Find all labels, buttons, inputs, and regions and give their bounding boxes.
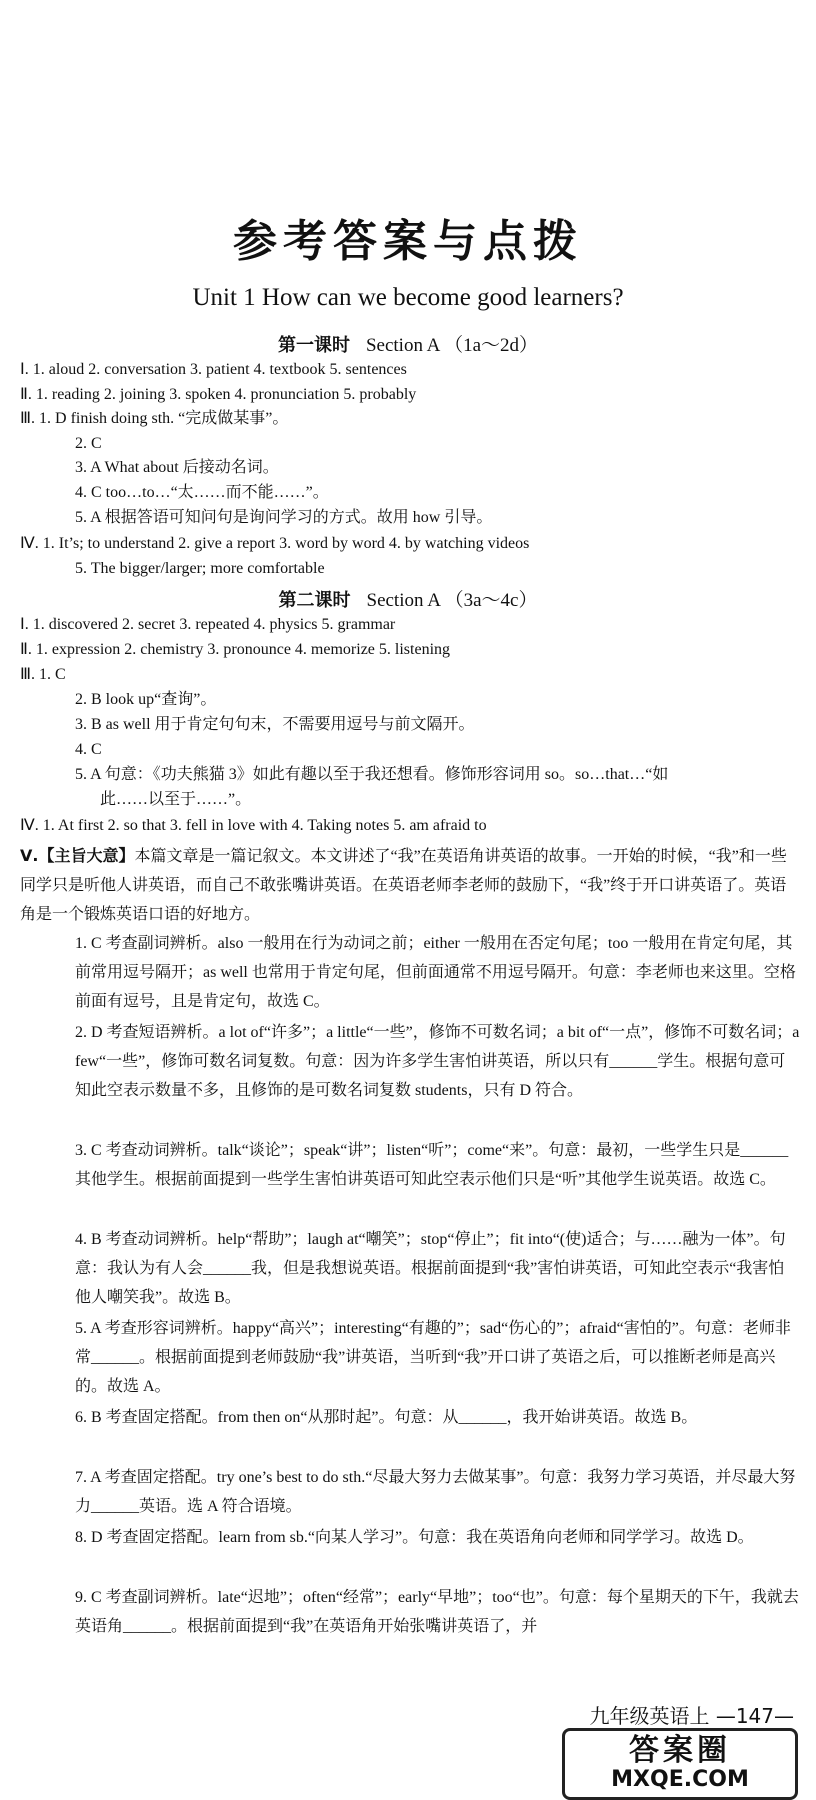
l2-part-5-q9: 9. C 考查副词辨析。late“迟地”；often“经常”；early“早地”；too“也”。句意：每个星期天的下午，我就去英语角______。根据前面提到“我”在英语角开始张嘴讲英语了，并: [75, 1589, 799, 1635]
lesson-2-heading: [0, 585, 816, 612]
page-title: 参考答案与点拨: [233, 216, 583, 267]
l2-part-5-q5: 5. A 考查形容词辨析。happy“高兴”；interesting“有趣的”；sad“伤心的”；afraid“害怕的”。句意：老师非常______。根据前面提到老师鼓励“我”讲英语，当听到“我”开口讲了英语之后，可以推断老师是高兴的。故选 A。: [75, 1320, 791, 1395]
l2-part-3-q1: Ⅲ. 1. C: [20, 666, 66, 683]
l2-part-3-q3: 3. B as well 用于肯定句句末，不需要用逗号与前文隔开。: [75, 716, 475, 733]
l2-part-5-q4: 4. B 考查动词辨析。help“帮助”；laugh at“嘲笑”；stop“停止”；fit into“(使)适合；与……融为一体”。句意：我认为有人会______我，但是我想说英语。根据前面提到“我”害怕讲英语，可知此空表示“我害怕他人嘲笑我”。故选 B。: [75, 1231, 786, 1306]
l2-part-2: Ⅱ. 1. expression 2. chemistry 3. pronounce 4. memorize 5. listening: [20, 641, 451, 658]
l1-part-4-b: 5. The bigger/larger; more comfortable: [75, 560, 325, 577]
lesson-2-name: 第二课时: [278, 590, 351, 611]
l1-part-3-q3: 3. A What about 后接动名词。: [75, 459, 279, 476]
l2-part-1: Ⅰ. 1. discovered 2. secret 3. repeated 4. physics 5. grammar: [20, 616, 396, 633]
l2-part-5-q6: 6. B 考查固定搭配。from then on“从那时起”。句意：从______，我开始讲英语。故选 B。: [75, 1409, 698, 1426]
watermark-url: MXQE.COM: [611, 1767, 749, 1792]
l1-part-3-q1: Ⅲ. 1. D finish doing sth. “完成做某事”。: [20, 410, 289, 427]
watermark-logo: [562, 1728, 798, 1800]
page-footer: 九年级英语上 —147—: [589, 1704, 794, 1728]
l2-part-5-q3: 3. C 考查动词辨析。talk“谈论”；speak“讲”；listen“听”；come“来”。句意：最初，一些学生只是______其他学生。根据前面提到一些学生害怕讲英语可知此空表示他们只是“听”其他学生说英语。故选 C。: [75, 1142, 789, 1188]
l1-part-3-q2: 2. C: [75, 435, 102, 452]
main-idea-tag: Ⅴ.【主旨大意】: [20, 846, 135, 865]
l2-part-3-q2: 2. B look up“查询”。: [75, 691, 217, 708]
l1-part-3-q5: 5. A 根据答语可知问句是询问学习的方式。故用 how 引导。: [75, 509, 493, 526]
l2-part-3-q4: 4. C: [75, 741, 102, 758]
lesson-1-section: Section A （1a～2d）: [365, 335, 539, 356]
main-idea-text: 本篇文章是一篇记叙文。本文讲述了“我”在英语角讲英语的故事。一开始的时候，“我”和一些同学只是听他人讲英语，而自己不敢张嘴讲英语。在英语老师李老师的鼓励下，“我”终于开口讲英语了。英语角是一个锻炼英语口语的好地方。: [20, 848, 787, 923]
l2-part-5-q8: 8. D 考查固定搭配。learn from sb.“向某人学习”。句意：我在英语角向老师和同学学习。故选 D。: [75, 1529, 754, 1546]
l2-part-5-intro: [20, 841, 800, 929]
lesson-1-heading: [0, 330, 816, 357]
l2-part-3-q5-a: 5. A 句意：《功夫熊猫 3》如此有趣以至于我还想看。修饰形容词用 so。so…that…“如: [75, 766, 669, 783]
watermark-text: 答案圈: [629, 1733, 731, 1768]
lesson-2-section: Section A （3a～4c）: [366, 590, 538, 611]
l1-part-4-a: Ⅳ. 1. It’s; to understand 2. give a report 3. word by word 4. by watching videos: [20, 535, 530, 552]
lesson-1-name: 第一课时: [277, 335, 350, 356]
l2-part-4: Ⅳ. 1. At first 2. so that 3. fell in love with 4. Taking notes 5. am afraid to: [20, 817, 487, 834]
unit-heading: Unit 1 How can we become good learners?: [192, 284, 624, 311]
l2-part-5-q2: 2. D 考查短语辨析。a lot of“许多”；a little“一些”，修饰不可数名词；a bit of“一点”，修饰不可数名词；a few“一些”，修饰可数名词复数。句意：因为许多学生害怕讲英语，所以只有______学生。根据句意可知此空表示数量不多，且修饰的是可数名词复数 students，只有 D 符合。: [75, 1024, 800, 1099]
l1-part-2: Ⅱ. 1. reading 2. joining 3. spoken 4. pronunciation 5. probably: [20, 386, 417, 403]
l2-part-5-q7: 7. A 考查固定搭配。try one’s best to do sth.“尽最大努力去做某事”。句意：我努力学习英语，并尽最大努力______英语。选 A 符合语境。: [75, 1469, 796, 1515]
l1-part-3-q4: 4. C too…to…“太……而不能……”。: [75, 484, 329, 501]
l1-part-1: Ⅰ. 1. aloud 2. conversation 3. patient 4. textbook 5. sentences: [20, 361, 407, 378]
l2-part-3-q5-b: 此……以至于……”。: [100, 791, 252, 808]
l2-part-5-q1: 1. C 考查副词辨析。also 一般用在行为动词之前；either 一般用在否定句尾；too 一般用在肯定句尾，其前常用逗号隔开；as well 也常用于肯定句尾，但前面通常不用逗号隔开。句意：李老师也来这里。空格前面有逗号，且是肯定句，故选 C。: [75, 935, 796, 1010]
